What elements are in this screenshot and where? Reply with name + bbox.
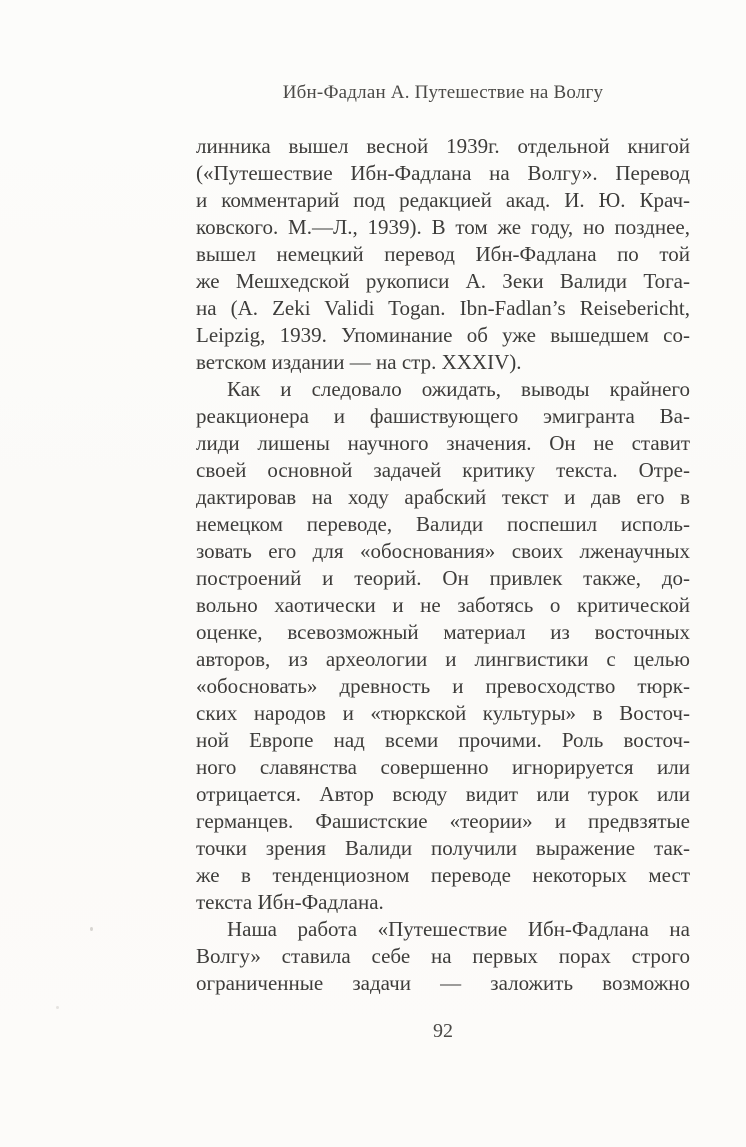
- running-head: Ибн-Фадлан А. Путешествие на Волгу: [282, 82, 604, 103]
- text-line: отрицается. Автор всюду видит или турок или: [196, 782, 690, 806]
- text-line: Leipzig, 1939. Упоминание об уже вышедшем со-: [196, 323, 690, 347]
- text-line: же Мешхедской рукописи А. Зеки Валиди Тога-: [196, 269, 690, 293]
- text-line: на (A. Zeki Validi Togan. Ibn-Fadlan’s Reisebericht,: [196, 296, 690, 320]
- scan-speck: [278, 900, 282, 902]
- text-line: же в тенденциозном переводе некоторых мест: [196, 863, 690, 887]
- scan-speck: [56, 1006, 59, 1009]
- text-line: ного славянства совершенно игнорируется или: [196, 755, 690, 779]
- text-line: ских народов и «тюркской культуры» в Восточ-: [196, 701, 690, 725]
- paragraph: [196, 133, 690, 376]
- text-line: текста Ибн-Фадлана.: [196, 890, 384, 914]
- scan-speck: [90, 927, 93, 931]
- paragraph: [196, 376, 690, 916]
- text-line: Волгу» ставила себе на первых порах строго: [196, 944, 690, 968]
- text-line: точки зрения Валиди получили выражение так-: [196, 836, 690, 860]
- text-line: Как и следовало ожидать, выводы крайнего: [227, 377, 690, 401]
- text-line: дактировав на ходу арабский текст и дав его в: [196, 485, 690, 509]
- text-line: («Путешествие Ибн-Фадлана на Волгу». Перевод: [196, 161, 690, 185]
- text-line: лиди лишены научного значения. Он не ставит: [196, 431, 690, 455]
- text-line: вольно хаотически и не заботясь о критической: [196, 593, 690, 617]
- text-line: вышел немецкий перевод Ибн-Фадлана по той: [196, 242, 690, 266]
- text-line: зовать его для «обоснования» своих лженаучных: [196, 539, 690, 563]
- text-line: германцев. Фашистские «теории» и предвзятые: [196, 809, 690, 833]
- text-line: ковского. М.—Л., 1939). В том же году, но позднее,: [196, 215, 690, 239]
- text-line: реакционера и фашиствующего эмигранта Ва-: [196, 404, 690, 428]
- page-number: 92: [433, 1020, 453, 1042]
- text-line: ветском издании — на стр. XXXIV).: [196, 350, 522, 374]
- paragraph: [196, 916, 690, 997]
- text-line: авторов, из археологии и лингвистики с целью: [196, 647, 690, 671]
- text-line: оценке, всевозможный материал из восточных: [196, 620, 690, 644]
- body-text: [196, 133, 690, 997]
- text-line: «обосновать» древность и превосходство тюрк-: [196, 674, 690, 698]
- text-line: ной Европе над всеми прочими. Роль восточ-: [196, 728, 690, 752]
- text-line: линника вышел весной 1939г. отдельной книгой: [196, 134, 690, 158]
- text-line: построений и теорий. Он привлек также, до-: [196, 566, 690, 590]
- text-line: немецком переводе, Валиди поспешил исполь-: [196, 512, 690, 536]
- text-line: и комментарий под редакцией акад. И. Ю. Крач-: [196, 188, 690, 212]
- text-line: своей основной задачей критику текста. Отре-: [196, 458, 690, 482]
- text-line: Наша работа «Путешествие Ибн-Фадлана на: [227, 917, 690, 941]
- text-line: ограниченные задачи — заложить возможно: [196, 971, 690, 995]
